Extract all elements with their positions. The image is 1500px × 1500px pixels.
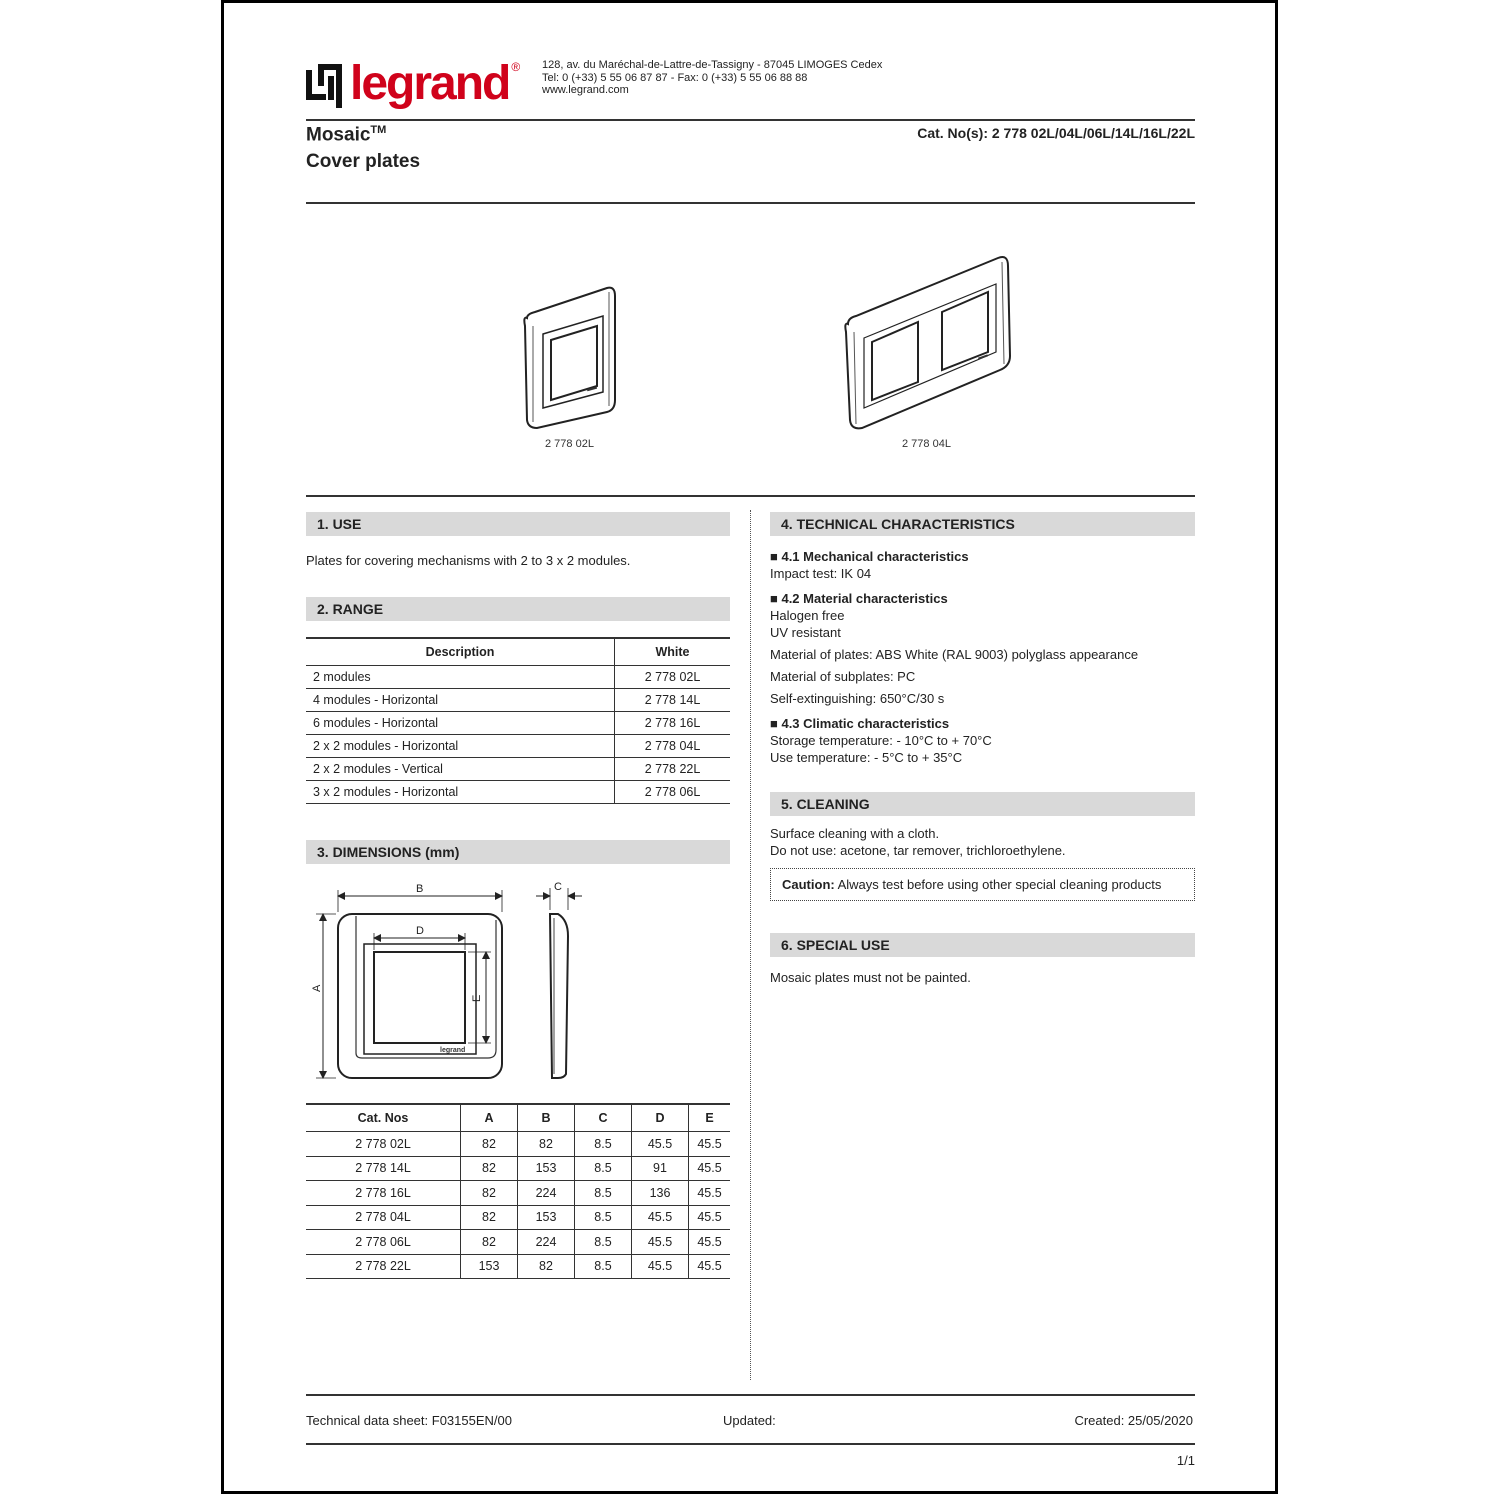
- table-cell: 3 x 2 modules - Horizontal: [306, 781, 615, 804]
- cleaning-line: Do not use: acetone, tar remover, trichloroethylene.: [770, 843, 1066, 858]
- table-cell: 224: [518, 1181, 575, 1206]
- content-rule: [306, 495, 1195, 497]
- table-cell: 2 modules: [306, 666, 615, 689]
- subsection-title: [770, 590, 948, 607]
- material-characteristics: [770, 590, 948, 641]
- section-special-use-heading: 6. SPECIAL USE: [770, 933, 1195, 957]
- legrand-logo: [306, 52, 520, 108]
- table-cell: 45.5: [689, 1156, 731, 1181]
- table-cell: 8.5: [575, 1156, 632, 1181]
- dimension-b-label: B: [416, 883, 424, 895]
- table-cell: 8.5: [575, 1132, 632, 1157]
- table-cell: 45.5: [689, 1205, 731, 1230]
- spec-line: Storage temperature: - 10°C to + 70°C: [770, 733, 992, 748]
- table-cell: 2 x 2 modules - Vertical: [306, 758, 615, 781]
- table-cell: 82: [461, 1156, 518, 1181]
- table-cell: 153: [518, 1205, 575, 1230]
- brand-name: legrand: [350, 57, 510, 110]
- subsection-title-text: 4.3 Climatic characteristics: [781, 716, 950, 731]
- table-row: [306, 689, 730, 712]
- use-text: Plates for covering mechanisms with 2 to 3 x 2 modules.: [306, 553, 631, 568]
- dimensions-table: [306, 1103, 730, 1279]
- updated-date: Updated:: [723, 1413, 776, 1428]
- column-header: White: [615, 638, 731, 666]
- table-cell: 2 778 06L: [615, 781, 731, 804]
- caution-label: Caution:: [782, 877, 835, 892]
- dimension-drawing: [306, 878, 596, 1088]
- spec-line: Material of subplates: PC: [770, 669, 916, 684]
- subsection-title: [770, 548, 969, 565]
- table-cell: 45.5: [632, 1254, 689, 1279]
- table-header-row: [306, 1104, 730, 1132]
- table-cell: 2 778 02L: [615, 666, 731, 689]
- column-header: D: [632, 1104, 689, 1132]
- table-cell: 82: [518, 1254, 575, 1279]
- table-cell: 8.5: [575, 1205, 632, 1230]
- table-cell: 45.5: [632, 1230, 689, 1255]
- spec-line: Halogen free: [770, 608, 845, 623]
- bullet-square-icon: ■: [770, 591, 782, 606]
- range-table: [306, 637, 730, 804]
- table-cell: 6 modules - Horizontal: [306, 712, 615, 735]
- spec-line: Self-extinguishing: 650°C/30 s: [770, 691, 945, 706]
- section-dimensions-heading: 3. DIMENSIONS (mm): [306, 840, 730, 864]
- product-caption: 2 778 02L: [545, 438, 594, 450]
- column-header: C: [575, 1104, 632, 1132]
- legrand-mark-icon: [306, 64, 342, 108]
- table-cell: 2 778 14L: [615, 689, 731, 712]
- table-cell: 82: [461, 1132, 518, 1157]
- table-cell: 2 778 04L: [615, 735, 731, 758]
- caution-box: [770, 868, 1195, 901]
- table-row: [306, 1181, 730, 1206]
- table-cell: 2 778 06L: [306, 1230, 461, 1255]
- table-cell: 45.5: [689, 1132, 731, 1157]
- bullet-square-icon: ■: [770, 549, 782, 564]
- single-plate-illustration: [515, 282, 625, 437]
- product-title: [306, 124, 386, 146]
- table-row: [306, 758, 730, 781]
- table-row: [306, 1205, 730, 1230]
- cleaning-text: [770, 825, 1066, 859]
- table-cell: 2 778 14L: [306, 1156, 461, 1181]
- climatic-characteristics: [770, 715, 992, 766]
- footer-rule-bottom: [306, 1443, 1195, 1445]
- table-cell: 153: [461, 1254, 518, 1279]
- table-cell: 2 778 16L: [306, 1181, 461, 1206]
- table-cell: 153: [518, 1156, 575, 1181]
- section-cleaning-heading: 5. CLEANING: [770, 792, 1195, 816]
- spec-line: Impact test: IK 04: [770, 566, 872, 581]
- plate-logo-label: legrand: [440, 1047, 466, 1054]
- dimension-d-label: D: [416, 925, 424, 937]
- dimension-e-label: E: [471, 994, 483, 1002]
- header-rule: [306, 119, 1195, 121]
- table-cell: 45.5: [689, 1254, 731, 1279]
- double-plate-illustration: [838, 252, 1018, 437]
- table-row: [306, 1156, 730, 1181]
- table-cell: 45.5: [632, 1205, 689, 1230]
- table-cell: 224: [518, 1230, 575, 1255]
- cleaning-line: Surface cleaning with a cloth.: [770, 826, 940, 841]
- column-header: Cat. Nos: [306, 1104, 461, 1132]
- section-range-heading: 2. RANGE: [306, 597, 730, 621]
- table-cell: 45.5: [632, 1132, 689, 1157]
- column-separator: [750, 510, 751, 1380]
- column-header: E: [689, 1104, 731, 1132]
- company-address: [542, 59, 882, 97]
- subsection-title: [770, 715, 992, 732]
- table-row: [306, 781, 730, 804]
- special-use-text: Mosaic plates must not be painted.: [770, 970, 971, 985]
- data-sheet-id: Technical data sheet: F03155EN/00: [306, 1413, 512, 1428]
- product-name: Mosaic: [306, 124, 371, 146]
- trademark: TM: [370, 124, 387, 136]
- table-cell: 8.5: [575, 1181, 632, 1206]
- brand-registered-mark: ®: [511, 60, 521, 74]
- subsection-title-text: 4.2 Material characteristics: [781, 591, 948, 606]
- table-cell: 2 778 22L: [615, 758, 731, 781]
- section-use-heading: 1. USE: [306, 512, 730, 536]
- spec-line: UV resistant: [770, 625, 841, 640]
- dimension-a-label: A: [311, 984, 323, 992]
- column-header: B: [518, 1104, 575, 1132]
- table-cell: 4 modules - Horizontal: [306, 689, 615, 712]
- table-cell: 2 778 22L: [306, 1254, 461, 1279]
- mechanical-characteristics: [770, 548, 969, 582]
- subsection-title-text: 4.1 Mechanical characteristics: [781, 549, 969, 564]
- table-cell: 91: [632, 1156, 689, 1181]
- table-row: [306, 1254, 730, 1279]
- table-cell: 82: [518, 1132, 575, 1157]
- created-date: Created: 25/05/2020: [1074, 1413, 1193, 1428]
- spec-line: Material of plates: ABS White (RAL 9003) polyglass appearance: [770, 647, 1139, 662]
- phone-line: Tel: 0 (+33) 5 55 06 87 87 - Fax: 0 (+33) 5 55 06 88 88: [542, 71, 808, 84]
- dimension-c-label: C: [554, 881, 562, 893]
- table-header-row: [306, 638, 730, 666]
- spec-line: Use temperature: - 5°C to + 35°C: [770, 750, 963, 765]
- table-row: [306, 1132, 730, 1157]
- website-line: www.legrand.com: [542, 84, 629, 96]
- section-technical-heading: 4. TECHNICAL CHARACTERISTICS: [770, 512, 1195, 536]
- caution-text: Always test before using other special cleaning products: [834, 877, 1162, 892]
- page-number: 1/1: [1176, 1453, 1195, 1468]
- table-cell: 82: [461, 1181, 518, 1206]
- column-header: Description: [306, 638, 615, 666]
- table-cell: 8.5: [575, 1254, 632, 1279]
- table-cell: 2 778 16L: [615, 712, 731, 735]
- table-cell: 2 778 02L: [306, 1132, 461, 1157]
- table-row: [306, 735, 730, 758]
- table-cell: 45.5: [689, 1230, 731, 1255]
- catalog-numbers: Cat. No(s): 2 778 02L/04L/06L/14L/16L/22L: [917, 125, 1195, 141]
- bullet-square-icon: ■: [770, 716, 782, 731]
- title-rule: [306, 202, 1195, 204]
- column-header: A: [461, 1104, 518, 1132]
- table-row: [306, 1230, 730, 1255]
- table-row: [306, 666, 730, 689]
- table-cell: 82: [461, 1205, 518, 1230]
- table-cell: 82: [461, 1230, 518, 1255]
- table-row: [306, 712, 730, 735]
- table-cell: 8.5: [575, 1230, 632, 1255]
- footer-rule-top: [306, 1394, 1195, 1396]
- table-cell: 2 x 2 modules - Horizontal: [306, 735, 615, 758]
- table-cell: 136: [632, 1181, 689, 1206]
- table-cell: 2 778 04L: [306, 1205, 461, 1230]
- product-caption: 2 778 04L: [902, 438, 951, 450]
- address-line: 128, av. du Maréchal-de-Lattre-de-Tassigny - 87045 LIMOGES Cedex: [542, 59, 883, 71]
- table-cell: 45.5: [689, 1181, 731, 1206]
- product-subtitle: Cover plates: [306, 151, 421, 172]
